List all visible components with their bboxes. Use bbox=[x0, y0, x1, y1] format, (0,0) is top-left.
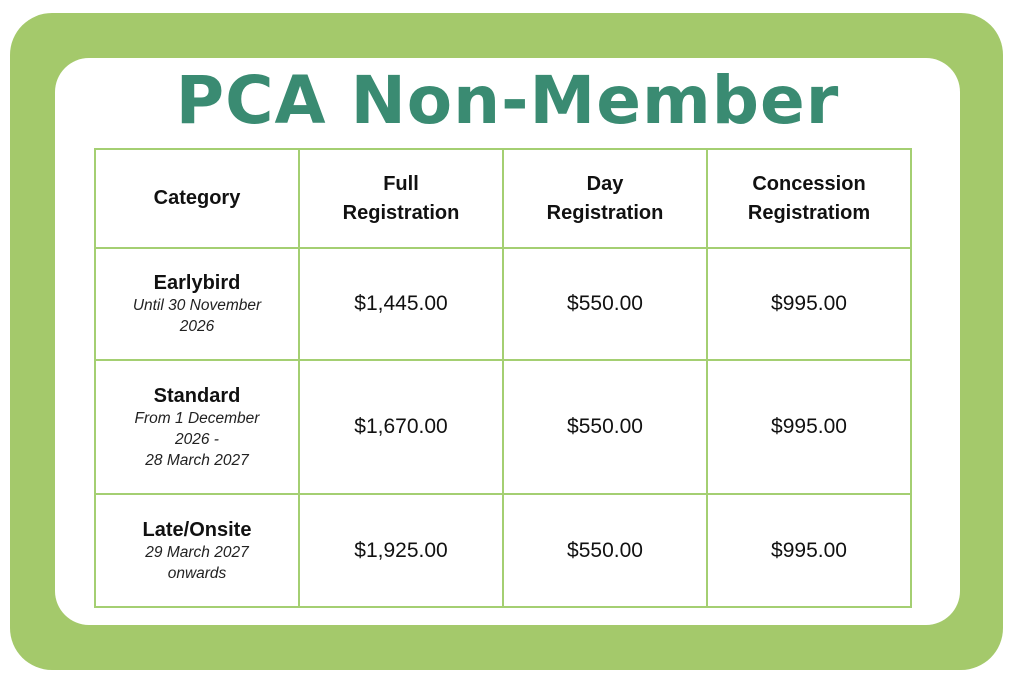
table-header-row bbox=[95, 149, 911, 248]
category-name: Earlybird bbox=[153, 272, 241, 294]
concession-price-cell: $995.00 bbox=[707, 494, 911, 607]
day-price-cell: $550.00 bbox=[503, 494, 707, 607]
category-date: Until 30 November bbox=[132, 297, 262, 314]
header-line: Registration bbox=[342, 201, 460, 224]
header-line: Day bbox=[586, 172, 624, 195]
category-date: 2026 bbox=[179, 318, 215, 335]
header-day-registration bbox=[503, 149, 707, 248]
table-row bbox=[95, 248, 911, 360]
full-price-cell: $1,445.00 bbox=[299, 248, 503, 360]
category-cell bbox=[95, 494, 299, 607]
category-date: 2026 - bbox=[175, 430, 219, 448]
concession-price-cell: $995.00 bbox=[707, 360, 911, 494]
header-line: Registration bbox=[546, 201, 664, 224]
header-category-label: Category bbox=[153, 187, 241, 209]
category-name: Standard bbox=[153, 384, 241, 407]
pricing-table bbox=[94, 148, 912, 608]
category-date: From 1 December bbox=[134, 409, 260, 427]
category-date: 28 March 2027 bbox=[145, 451, 249, 469]
page-title: PCA Non-Member bbox=[175, 62, 840, 139]
category-date: 29 March 2027 bbox=[145, 543, 249, 561]
header-line: Full bbox=[383, 172, 419, 195]
header-concession-registration bbox=[707, 149, 911, 248]
day-price-cell: $550.00 bbox=[503, 360, 707, 494]
category-cell bbox=[95, 360, 299, 494]
header-line: Registratiom bbox=[747, 201, 871, 224]
header-full-registration bbox=[299, 149, 503, 248]
concession-price-cell: $995.00 bbox=[707, 248, 911, 360]
category-name: Late/Onsite bbox=[142, 518, 252, 541]
category-cell bbox=[95, 248, 299, 360]
header-category bbox=[95, 149, 299, 248]
table-row bbox=[95, 360, 911, 494]
full-price-cell: $1,670.00 bbox=[299, 360, 503, 494]
header-line: Concession bbox=[752, 172, 866, 195]
category-date: onwards bbox=[167, 564, 227, 582]
day-price-cell: $550.00 bbox=[503, 248, 707, 360]
table-row bbox=[95, 494, 911, 607]
full-price-cell: $1,925.00 bbox=[299, 494, 503, 607]
